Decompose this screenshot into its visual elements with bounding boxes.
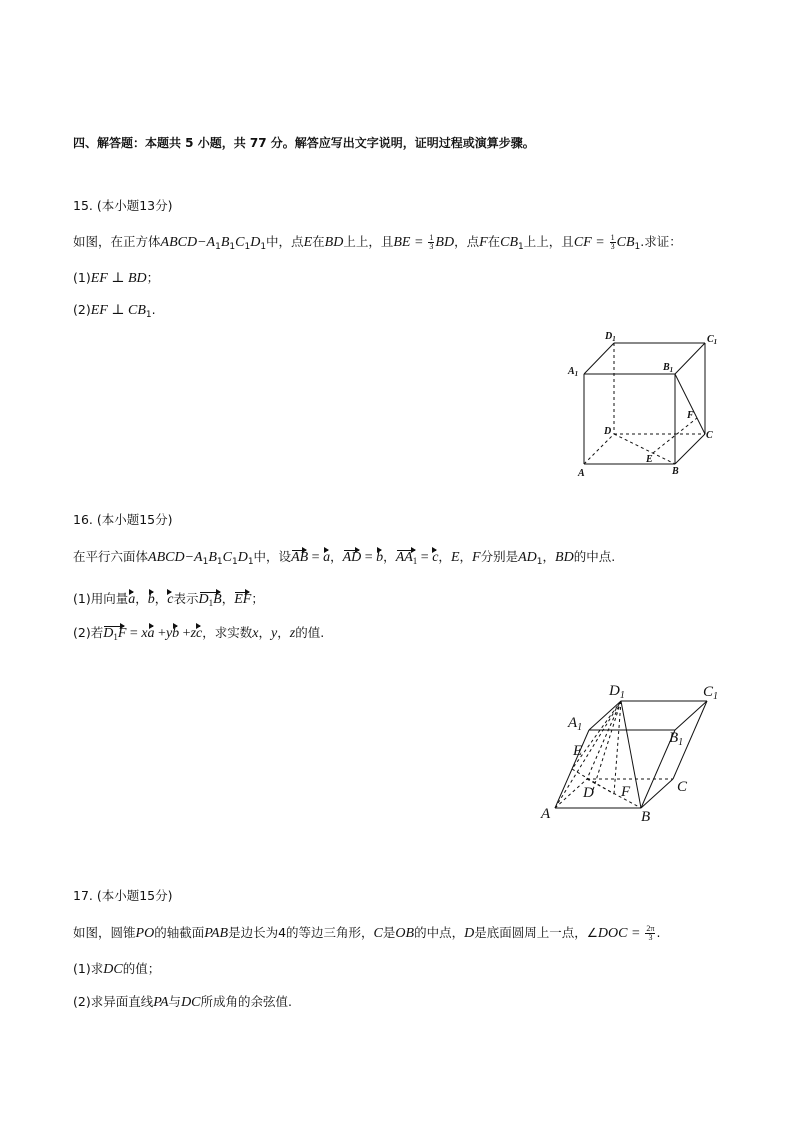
fraction-two-pi-thirds: $\frac{2\pi}{3}$ [646,924,655,942]
q16-part2: (2)若$D_1F$ = xa +yb +zc，求实数x，y，z的值. [73,624,324,646]
label-A-16: A [541,806,551,822]
q16-part1: (1)用向量a，b，c表示$D_1B$，EF； [73,590,264,612]
vec-D1B: $D_1B$ [199,591,222,612]
q17-part2: (2)求异面直线PA与DC所成角的余弦值. [73,994,292,1010]
q15-part1: (1)EF ⊥ BD； [73,270,160,286]
vec-AA1: $AA_1$ [396,549,418,570]
section-heading: 四、解答题：本题共 5 小题，共 77 分。解答应写出文字说明，证明过程或演算步骤。 [73,136,535,150]
q16-statement: 在平行六面体$ABCD-A_1B_1C_1D_1$中，设AB = a，AD = b，$AA_1 = c$，E，F分别是$AD_1$，BD的中点. [73,548,615,571]
label-A1: $A_1$ [568,366,579,378]
q17-part1: (1)求DC的值； [73,961,161,977]
q17-number: 17. (本小题15分) [73,888,173,903]
label-B: B [672,466,679,477]
fraction-one-third-b: $\frac{1}{3}$ [610,233,615,251]
label-C1-16: $C_1$ [703,684,719,702]
label-E: E [646,454,653,465]
cube-figure [560,325,730,485]
label-F: F [687,410,694,421]
label-F-16: F [621,784,631,800]
label-D1: $D_1$ [605,331,616,343]
parallelepiped-figure [535,678,735,828]
q15-statement: 如图，在正方体$ABCD-A_1B_1C_1D_1$中，点E在BD上上，且BE = $\frac{1}{3}$ BD，点F在$CB_1$上上，且CF = $\frac{1}{3}$ $CB_1$.求证： [73,233,682,252]
q15-part2: (2)EF ⊥ $CB_1$. [73,302,156,320]
q16-number: 16. (本小题15分) [73,512,173,527]
label-D-16: D [583,785,594,801]
label-C1: $C_1$ [707,334,718,346]
label-B-16: B [641,809,651,825]
label-D: D [604,426,612,437]
q15-number: 15. (本小题13分) [73,198,173,213]
label-A1-16: $A_1$ [568,715,583,733]
label-C: C [706,430,713,441]
q17-statement: 如图，圆锥PO的轴截面PAB是边长为4的等边三角形，C是OB的中点，D是底面圆周上一点，∠DOC = $\frac{2\pi}{3}$ . [73,924,661,942]
label-B1: $B_1$ [663,362,674,374]
vec-D1F: $D_1F$ [103,625,126,646]
label-E-16: E [573,743,583,759]
label-D1-16: $D_1$ [609,683,625,701]
label-A: A [578,468,585,479]
fraction-one-third: $\frac{1}{3}$ [429,233,434,251]
label-B1-16: $B_1$ [669,730,684,748]
label-C-16: C [677,779,688,795]
